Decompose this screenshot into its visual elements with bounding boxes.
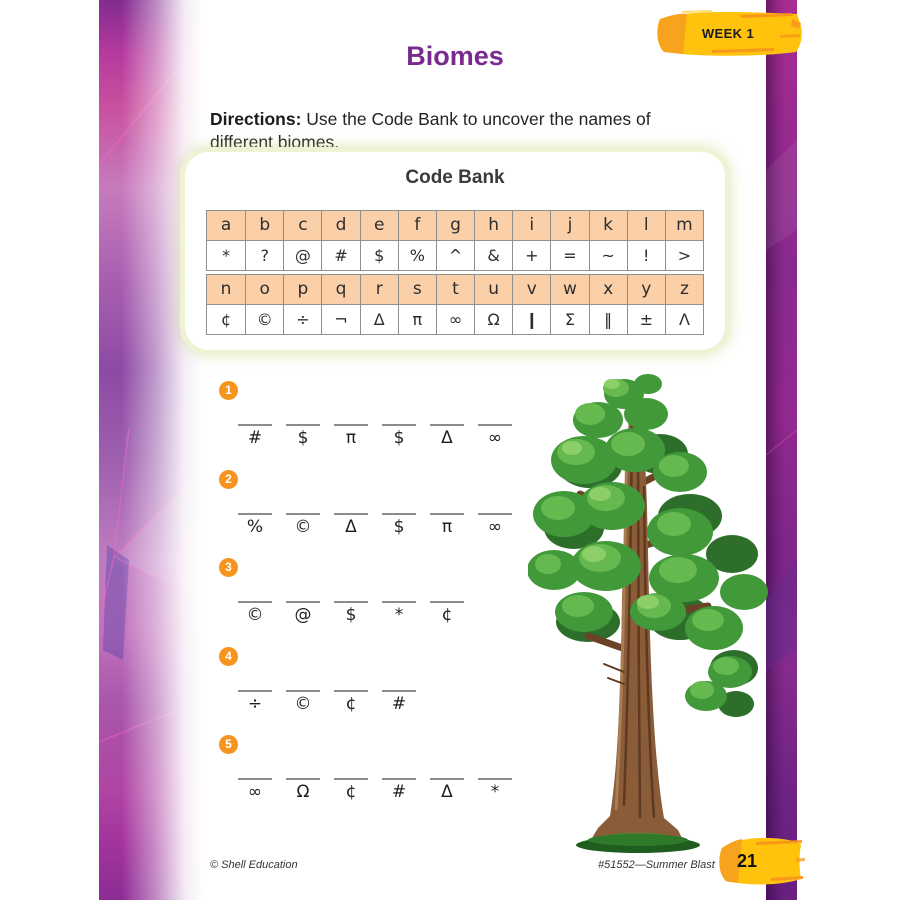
code-symbol: ∞ [247,782,263,802]
code-symbol: @ [294,605,312,625]
code-symbol: $ [393,428,405,448]
code-bank-cell: y [627,275,665,304]
code-bank-cell: x [589,275,627,304]
answer-row [238,690,430,714]
answer-blank[interactable] [334,513,368,515]
answer-row [238,424,526,448]
answer-blank[interactable] [430,424,464,426]
answer-cell [382,690,416,714]
answer-blank[interactable] [286,424,320,426]
answer-blank[interactable] [382,424,416,426]
answer-blank[interactable] [286,690,320,692]
answer-cell [430,513,464,537]
code-bank-cell: b [245,211,283,240]
answer-blank[interactable] [382,601,416,603]
number-badge: 1 [219,381,238,400]
code-bank-cell: ! [627,241,665,270]
code-bank-row-letters [207,275,703,304]
answer-blank[interactable] [334,778,368,780]
code-bank-cell: c [283,211,321,240]
answer-blank[interactable] [238,424,272,426]
code-bank-cell: a [220,215,232,235]
code-bank-cell: ‖ [589,305,627,334]
code-symbol: * [394,605,404,625]
answer-blank[interactable] [478,778,512,780]
answer-cell [478,513,512,537]
code-bank-cell: ¬ [321,305,359,334]
code-bank-cell: f [398,211,436,240]
code-symbol: # [247,428,263,448]
answer-blank[interactable] [478,424,512,426]
code-bank-cell: z [665,275,703,304]
answer-cell [334,690,368,714]
code-symbol: © [294,694,312,714]
code-symbol: ∞ [487,428,503,448]
answer-blank[interactable] [382,513,416,515]
code-bank-cell: e [360,211,398,240]
code-bank-cell: ? [245,241,283,270]
code-symbol: # [391,694,407,714]
code-bank-row-symbols [207,304,703,334]
answer-blank[interactable] [238,513,272,515]
answer-blank[interactable] [286,778,320,780]
code-bank-cell: h [474,211,512,240]
answer-blank[interactable] [286,513,320,515]
code-symbol: Δ [441,782,453,802]
answer-cell [382,513,416,537]
code-bank-cell: + [512,241,550,270]
answer-cell [334,424,368,448]
answer-cell [238,601,272,625]
code-bank-cell: d [321,211,359,240]
code-bank-cell: t [436,275,474,304]
code-bank-cell: k [589,211,627,240]
answer-blank[interactable] [334,601,368,603]
code-bank-cell: w [550,275,588,304]
code-bank-cell: j [550,211,588,240]
answer-blank[interactable] [430,778,464,780]
code-bank-cell: u [474,275,512,304]
answer-cell [334,778,368,802]
code-bank-cell: i [512,211,550,240]
answer-cell [430,778,464,802]
directions-label: Directions: [210,108,302,129]
answer-blank[interactable] [334,690,368,692]
code-bank-row-letters [207,211,703,240]
code-bank-cell: % [398,241,436,270]
answer-blank[interactable] [334,424,368,426]
left-decorative-band [99,0,203,900]
answer-cell [238,513,272,537]
code-symbol: ∞ [487,517,503,537]
code-symbol: Δ [345,517,357,537]
code-bank-cell: = [550,241,588,270]
code-symbol: * [490,782,500,802]
answer-blank[interactable] [382,778,416,780]
left-band-facets [99,0,203,900]
sequoia-tree-illustration [528,366,772,862]
code-bank-cell: ∞ [436,305,474,334]
code-symbol: $ [345,605,357,625]
code-symbol: ¢ [345,782,357,802]
answer-blank[interactable] [382,690,416,692]
code-bank-cell: * [222,246,231,265]
week-label: WEEK 1 [701,26,755,41]
answer-blank[interactable] [430,601,464,603]
answer-cell [238,690,272,714]
code-bank-cell: & [474,241,512,270]
answer-cell [286,601,320,625]
footer-book-id: #51552—Summer Blast [598,859,715,871]
answer-blank[interactable] [238,778,272,780]
answer-cell [286,513,320,537]
code-bank-row-symbols [207,240,703,270]
number-badge: 5 [219,735,238,754]
code-bank-cell: ± [627,305,665,334]
page-title: Biomes [406,41,504,71]
code-bank-cell: ¢ [220,310,232,329]
answer-cell [478,778,512,802]
answer-row [238,513,526,537]
code-bank-cell: ❙ [512,305,550,334]
number-badge: 4 [219,647,238,666]
answer-cell [286,690,320,714]
directions-body: Use the Code Bank to uncover the names of different biomes. [210,108,651,152]
page-number: 21 [736,851,758,871]
answer-cell [286,424,320,448]
code-bank-row-group [206,210,704,271]
code-bank-cell: π [398,305,436,334]
answer-cell [382,778,416,802]
code-bank-row-group [206,274,704,335]
number-badge: 3 [219,558,238,577]
code-bank-cell: n [220,279,232,299]
code-symbol: π [345,428,357,448]
code-bank-cell: o [245,275,283,304]
answer-row [238,778,526,802]
answer-cell [430,424,464,448]
code-bank-cell: Λ [665,305,703,334]
code-bank-table [206,210,704,335]
answer-cell [382,601,416,625]
answer-cell [334,513,368,537]
answer-cell [286,778,320,802]
answer-blank[interactable] [238,601,272,603]
code-bank-cell: ^ [436,241,474,270]
code-bank-cell: © [245,305,283,334]
code-bank-cell: # [321,241,359,270]
code-symbol: π [441,517,453,537]
code-bank-cell: g [436,211,474,240]
code-bank-cell: > [665,241,703,270]
code-bank-cell: m [665,211,703,240]
code-bank-cell: ÷ [283,305,321,334]
code-bank-title: Code Bank [405,167,505,188]
answer-row [238,601,478,625]
dotted-rule [228,69,690,77]
answer-cell [382,424,416,448]
code-symbol: ÷ [247,694,263,714]
code-symbol: $ [393,517,405,537]
answer-blank[interactable] [478,513,512,515]
code-bank-cell: Σ [550,305,588,334]
week-banner [652,5,804,61]
code-bank-card [185,152,725,350]
code-bank-cell: @ [283,241,321,270]
code-bank-cell: r [360,275,398,304]
code-symbol: © [294,517,312,537]
code-bank-cell: Δ [360,305,398,334]
code-bank-cell: ~ [589,241,627,270]
directions-text [210,108,700,154]
code-symbol: $ [297,428,309,448]
answer-cell [238,424,272,448]
number-badge: 2 [219,470,238,489]
answer-blank[interactable] [238,690,272,692]
answer-cell [478,424,512,448]
answer-cell [334,601,368,625]
code-bank-cell: Ω [474,305,512,334]
code-bank-cell: v [512,275,550,304]
code-symbol: Ω [296,782,310,802]
code-bank-cell: $ [360,241,398,270]
footer-copyright: © Shell Education [210,859,298,871]
answer-blank[interactable] [430,513,464,515]
code-bank-cell: l [627,211,665,240]
page-number-banner [716,830,806,890]
answer-cell [430,601,464,625]
code-symbol: # [391,782,407,802]
code-symbol: © [246,605,264,625]
code-bank-cell: s [398,275,436,304]
code-bank-cell: p [283,275,321,304]
answer-cell [238,778,272,802]
code-symbol: ¢ [441,605,453,625]
code-bank-cell: q [321,275,359,304]
code-symbol: Δ [441,428,453,448]
code-symbol: ¢ [345,694,357,714]
code-symbol: % [246,517,264,537]
answer-blank[interactable] [286,601,320,603]
